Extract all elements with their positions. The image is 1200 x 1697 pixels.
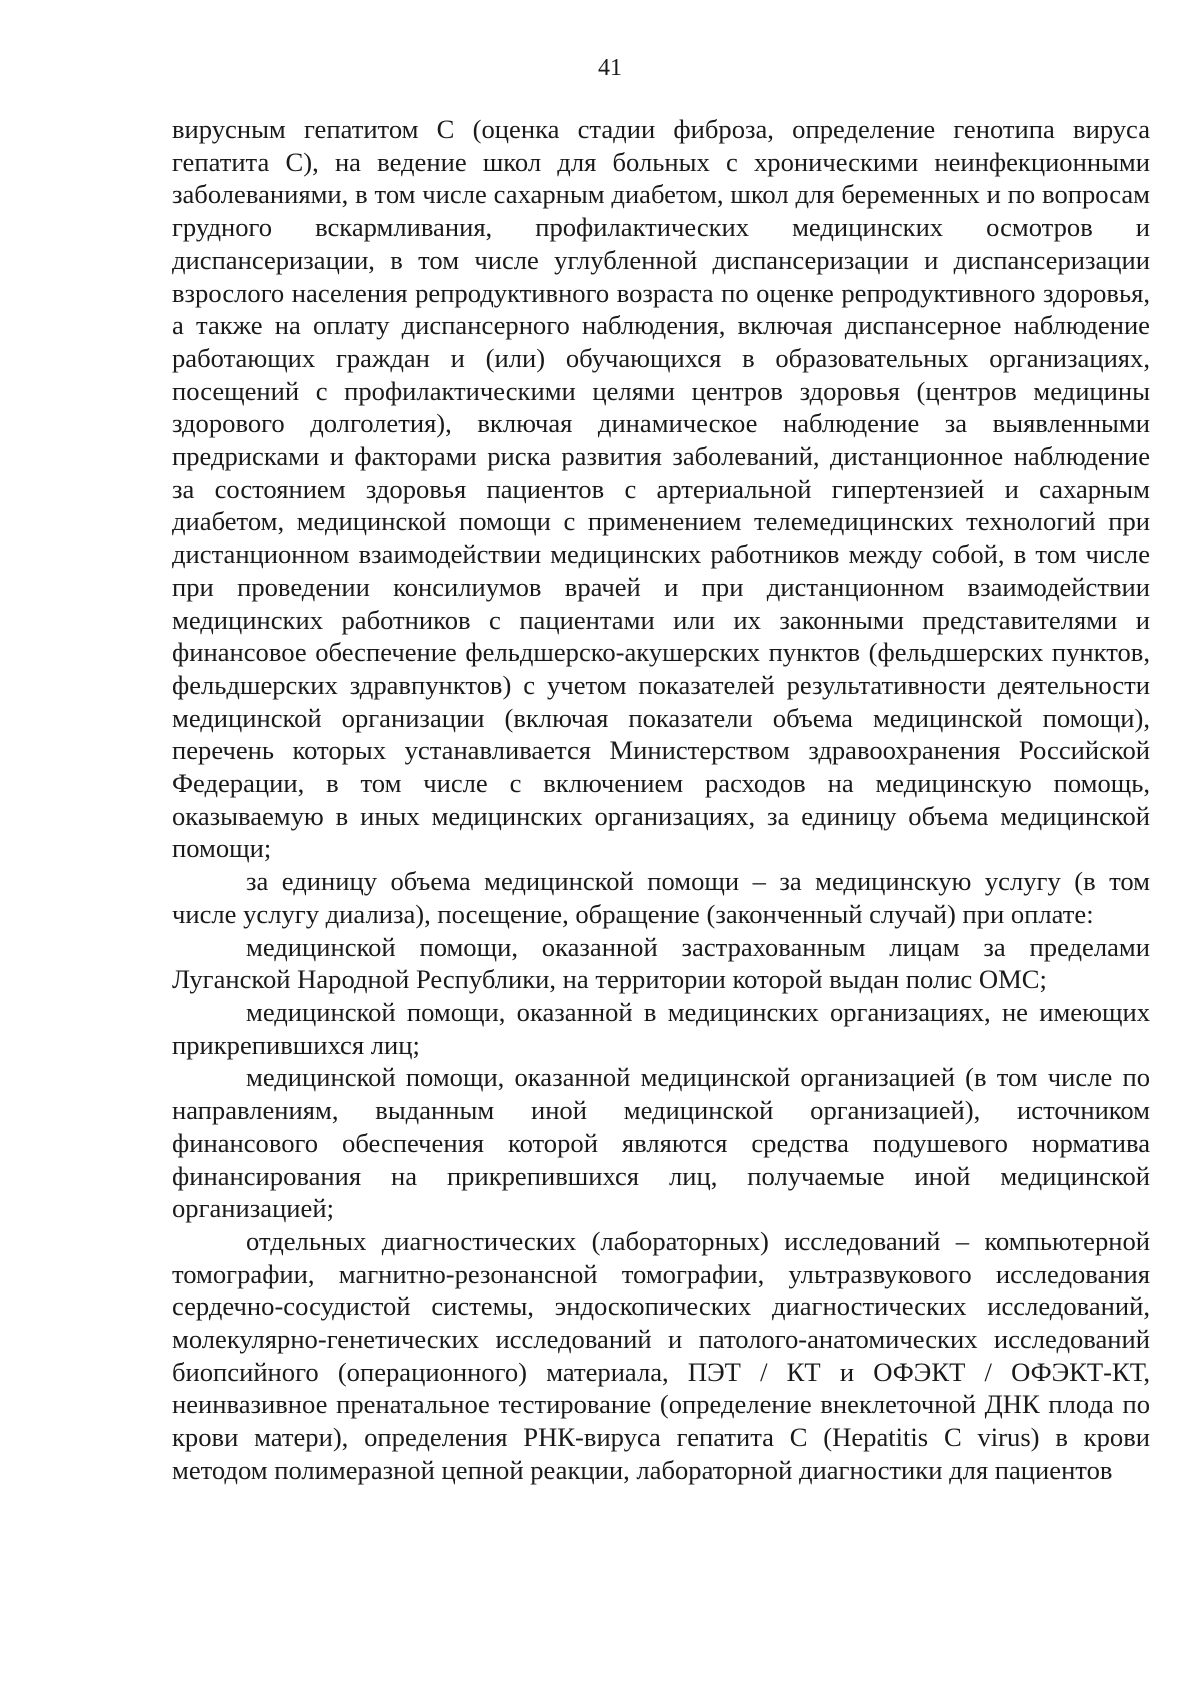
body-text	[172, 113, 1150, 1487]
paragraph: медицинской помощи, оказанной медицинской организацией (в том числе по направлениям, выданным иной медицинской организацией), источником финансового обеспечения которой являются средства подушевого норматива финансирования на прикрепившихся лиц, получаемые иной медицинской организацией;	[172, 1062, 1150, 1224]
paragraph: за единицу объема медицинской помощи – за медицинскую услугу (в том числе услугу диализа), посещение, обращение (законченный случай) при оплате:	[172, 866, 1150, 929]
paragraph: отдельных диагностических (лабораторных) исследований – компьютерной томографии, магнитно-резонансной томографии, ультразвукового исследования сердечно-сосудистой системы, эндоскопических диагностических исследований, молекулярно-генетических исследований и патолого-анатомических исследований биопсийного (операционного) материала, ПЭТ / КТ и ОФЭКТ / ОФЭКТ-КТ, неинвазивное пренатальное тестирование (определение внеклеточной ДНК плода по крови матери), определения РНК-вируса гепатита С (Hepatitis C virus) в крови методом полимеразной цепной реакции, лабораторной диагностики для пациентов	[172, 1225, 1150, 1485]
paragraph: медицинской помощи, оказанной в медицинских организациях, не имеющих прикрепившихся лиц;	[172, 996, 1150, 1060]
paragraph: медицинской помощи, оказанной застрахованным лицам за пределами Луганской Народной Республики, на территории которой выдан полис ОМС;	[172, 931, 1150, 995]
page-number: 41	[598, 55, 622, 81]
paragraph: вирусным гепатитом С (оценка стадии фиброза, определение генотипа вируса гепатита С), на ведение школ для больных с хроническими неинфекционными заболеваниями, в том числе сахарным диабетом, школ для беременных и по вопросам грудного вскармливания, профилактических медицинских осмотров и диспансеризации, в том числе углубленной диспансеризации и диспансеризации взрослого населения репродуктивного возраста по оценке репродуктивного здоровья, а также на оплату диспансерного наблюдения, включая диспансерное наблюдение работающих граждан и (или) обучающихся в образовательных организациях, посещений с профилактическими целями центров здоровья (центров медицины здорового долголетия), включая динамическое наблюдение за выявленными предрисками и факторами риска развития заболеваний, дистанционное наблюдение за состоянием здоровья пациентов с артериальной гипертензией и сахарным диабетом, медицинской помощи с применением телемедицинских технологий при дистанционном взаимодействии медицинских работников между собой, в том числе при проведении консилиумов врачей и при дистанционном взаимодействии медицинских работников с пациентами или их законными представителями и финансовое обеспечение фельдшерско-акушерских пунктов (фельдшерских пунктов, фельдшерских здравпунктов) с учетом показателей результативности деятельности медицинской организации (включая показатели объема медицинской помощи), перечень которых устанавливается Министерством здравоохранения Российской Федерации, в том числе с включением расходов на медицинскую помощь, оказываемую в иных медицинских организациях, за единицу объема медицинской помощи;	[172, 114, 1150, 864]
